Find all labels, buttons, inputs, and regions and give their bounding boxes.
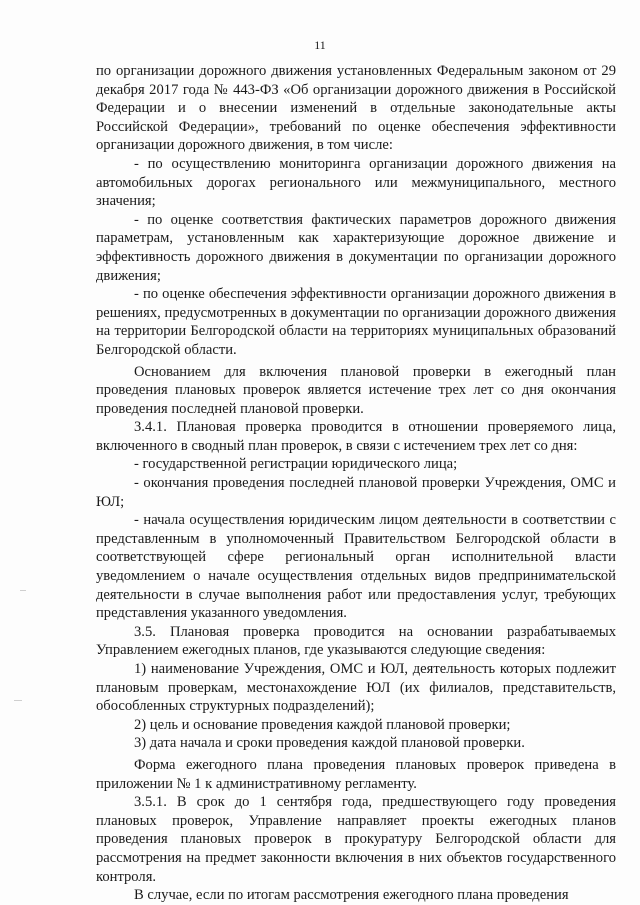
paragraph: Форма ежегодного плана проведения плановых проверок приведена в приложении № 1 к административному регламенту. bbox=[96, 756, 616, 792]
paragraph: Основанием для включения плановой проверки в ежегодный план проведения плановых проверок является истечение трех лет со дня окончания проведения последней плановой проверки. bbox=[96, 363, 616, 417]
scan-artifact bbox=[14, 700, 22, 701]
paragraph: - окончания проведения последней плановой проверки Учреждения, ОМС и ЮЛ; bbox=[96, 475, 616, 510]
paragraph: 3.4.1. Плановая проверка проводится в отношении проверяемого лица, включенного в сводный план проверок, в связи с истечением трех лет со дня: bbox=[96, 419, 616, 454]
scan-artifact bbox=[20, 590, 26, 591]
paragraph: по организации дорожного движения установленных Федеральным законом от 29 декабря 2017 года № 443-ФЗ «Об организации дорожного движения в Российской Федерации и о внесении изменений в отдельные законодательные акты Российской Федерации», требований по оценке обеспечения эффективности организации дорожного движения, в том числе: bbox=[96, 63, 616, 154]
page-number: 11 bbox=[314, 38, 326, 52]
paragraph: - начала осуществления юридическим лицом деятельности в соответствии с представленным в уполномоченный Правительством Белгородской области в соответствующей сфере региональный орган исполнительной власти уведомлением о начале осуществления отдельных видов предпринимательской деятельности в случае выполнения работ или предоставления услуг, требующих представления указанного уведомления. bbox=[96, 512, 616, 622]
document-body bbox=[96, 62, 616, 905]
paragraph: - государственной регистрации юридического лица; bbox=[134, 456, 458, 473]
paragraph: 1) наименование Учреждения, ОМС и ЮЛ, деятельность которых подлежит плановым проверкам, местонахождение ЮЛ (их филиалов, представительств, обособленных структурных подразделений); bbox=[96, 661, 616, 715]
paragraph: - по оценке обеспечения эффективности организации дорожного движения в решениях, предусмотренных в документации по организации дорожного движения на территории Белгородской области на территориях муниципальных образований Белгородской области. bbox=[96, 286, 616, 358]
paragraph: 2) цель и основание проведения каждой плановой проверки; bbox=[134, 716, 511, 733]
paragraph: 3) дата начала и сроки проведения каждой плановой проверки. bbox=[134, 735, 525, 752]
paragraph: 3.5. Плановая проверка проводится на основании разрабатываемых Управлением ежегодных планов, где указываются следующие сведения: bbox=[96, 623, 616, 659]
paragraph: 3.5.1. В срок до 1 сентября года, предшествующего году проведения плановых проверок, Управление направляет проекты ежегодных планов проведения плановых проверок в прокуратуру Белгородской области для рассмотрения на предмет законности включения в них объектов государственного контроля. bbox=[96, 794, 616, 885]
paragraph: В случае, если по итогам рассмотрения ежегодного плана проведения bbox=[134, 887, 569, 904]
paragraph: - по осуществлению мониторинга организации дорожного движения на автомобильных дорогах регионального или межмуниципального, местного значения; bbox=[96, 155, 616, 210]
paragraph: - по оценке соответствия фактических параметров дорожного движения параметрам, установленным как характеризующие дорожное движение и эффективность дорожного движения в документации по организации дорожного движения; bbox=[96, 211, 616, 284]
